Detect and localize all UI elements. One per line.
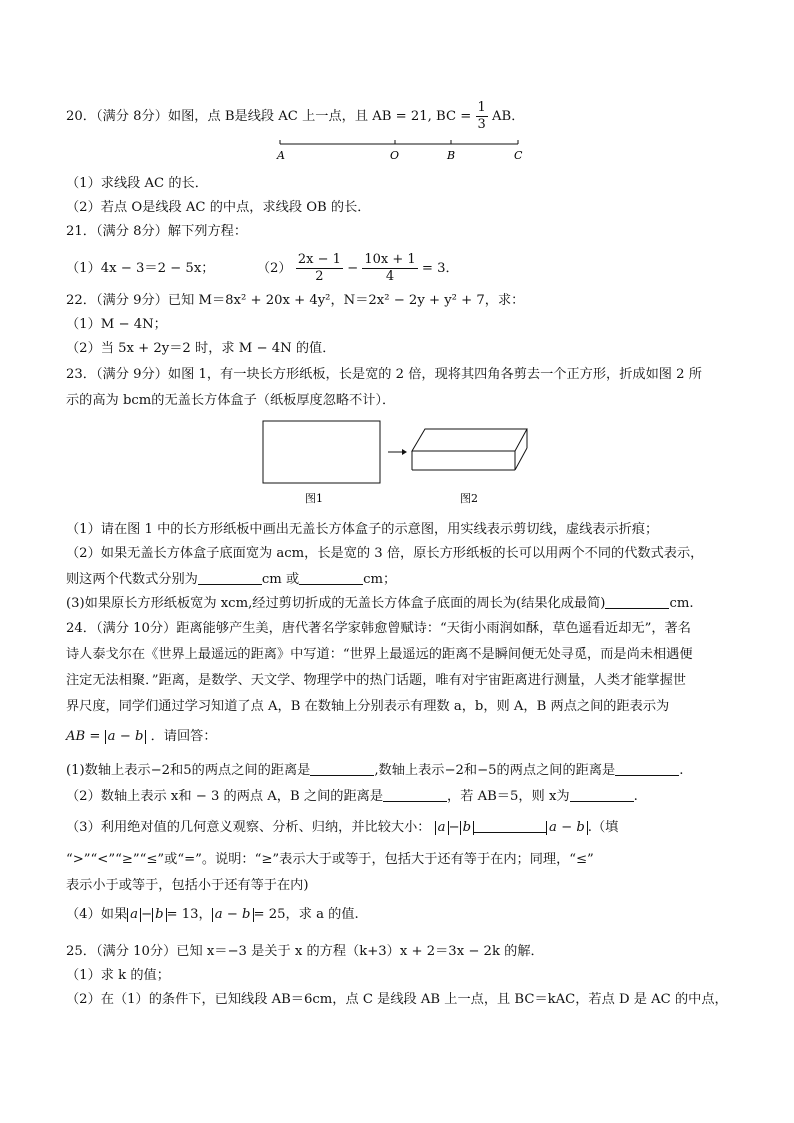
q23-part-2-line-2 — [66, 570, 396, 589]
q20-frac-den: 3 — [477, 117, 486, 132]
fig1-caption: 图1 — [305, 492, 323, 505]
q24-p3-text-2: .（填 — [587, 820, 619, 835]
q21-frac-1 — [296, 252, 343, 285]
q24-p3-abs-a-minus-b: a − b — [546, 821, 588, 835]
q25-head: 25．（满分 10分）已知 x＝−3 是关于 x 的方程（k+3）x + 2＝3x − 2k 的解． — [66, 944, 544, 959]
q24-p4-abs-a-minus-b: a − b — [212, 908, 254, 922]
q24-please-answer: ．请回答： — [150, 729, 217, 744]
q23-p3-text-1: (3)如果原长方形纸板宽为 xcm,经过剪切折成的无盖长方体盒子底面的周长为(结果化成最简) — [66, 596, 606, 611]
q24-p4-text-3: = 25，求 a 的值. — [253, 907, 359, 922]
q24-p4-text-1: （4）如果 — [66, 907, 128, 922]
q24-line-1: 24．（满分 10分）距离能够产生美，唐代著名学家韩愈曾赋诗：“天街小雨润如酥，草色遥看近却无”，著名 — [66, 621, 691, 636]
q21-part-1: （1）4x − 3＝2 − 5x； — [66, 261, 215, 276]
q20-part-2: （2）若点 O是线段 AC 的中点，求线段 OB 的长． — [66, 200, 371, 215]
q23-blank-2[interactable] — [299, 570, 363, 585]
fig2-caption: 图2 — [460, 492, 478, 505]
q23-blank-3[interactable] — [605, 594, 669, 609]
q24-blank-5[interactable] — [474, 818, 546, 833]
q24-p4-abs-b: b — [152, 908, 166, 922]
q24-p3-abs-a: a — [435, 821, 449, 835]
q23-p2-text-3: cm； — [363, 572, 397, 587]
q24-blank-1[interactable] — [310, 761, 374, 776]
q23-head-line-2: 示的高为 bcm的无盖长方体盒子（纸板厚度忽略不计）． — [66, 393, 396, 408]
q23-p2-text-1: 则这两个代数式分别为 — [66, 572, 198, 587]
fig-label-c: C — [514, 149, 523, 162]
q21-equations — [66, 252, 459, 285]
q20-tail: AB． — [491, 109, 525, 124]
q22-part-2: （2）当 5x + 2y＝2 时，求 M − 4N 的值． — [66, 341, 336, 356]
q24-part-2 — [66, 787, 638, 806]
q23-p2-text-2: cm 或 — [261, 572, 300, 587]
q24-p3-minus: − — [448, 820, 460, 835]
fig1-rectangle — [263, 421, 380, 483]
q24-p2-text-1: （2）数轴上表示 x和 − 3 的两点 A，B 之间的距离是 — [66, 789, 384, 804]
q20-fraction — [476, 100, 488, 133]
q24-p4-minus: − — [141, 907, 153, 922]
q20-segment-figure — [270, 134, 530, 164]
q24-p2-text-3: . — [633, 789, 638, 804]
q21-head: 21．（满分 8分）解下列方程： — [66, 224, 248, 239]
q24-line-3: 注定无法相聚．”距离，是数学、天文学、物理学中的热门话题，唯有对宇宙距离进行测量，人类才能掌握世 — [66, 673, 686, 688]
q24-p3-line-3: 表示小于或等于，包括小于还有等于在内) — [66, 878, 309, 893]
q24-p4-text-2: = 13， — [166, 907, 212, 922]
q21-rhs: = 3． — [421, 261, 459, 276]
q23-p3-text-2: cm. — [669, 596, 694, 611]
q24-p3-line-2: “>”“<”“≥”“≤”或“=”。说明：“≥”表示大于或等于，包括大于还有等于在内；同理，“≤” — [66, 852, 594, 867]
q21-frac-2-num: 10x + 1 — [364, 252, 416, 267]
q24-blank-2[interactable] — [615, 761, 679, 776]
q24-part-3 — [66, 818, 618, 837]
q23-part-3 — [66, 594, 694, 613]
q20-head: 20．（满分 8分）如图，点 B是线段 AC 上一点，且 AB = 21, BC = — [66, 109, 472, 124]
fig-label-o: O — [390, 149, 400, 162]
q21-frac-1-den: 2 — [315, 269, 324, 284]
q23-head-line-1: 23．（满分 9分）如图 1，有一块长方形纸板，长是宽的 2 倍，现将其四角各剪去一个正方形，折成如图 2 所 — [66, 367, 702, 382]
q23-part-1: （1）请在图 1 中的长方形纸板中画出无盖长方体盒子的示意图，用实线表示剪切线，虚线表示折痕； — [66, 522, 659, 537]
q24-part-4 — [66, 906, 359, 924]
q24-p3-text-1: （3）利用绝对值的几何意义观察、分析、归纳，并比较大小： — [66, 820, 431, 835]
q24-p4-abs-a: a — [127, 908, 141, 922]
q24-p1-text-2: ,数轴上表示−2和−5的两点之间的距离是 — [374, 763, 616, 778]
q24-part-1 — [66, 761, 683, 780]
arrow-head-icon — [402, 449, 407, 455]
q23-part-2-line-1: （2）如果无盖长方体盒子底面宽为 acm，长是宽的 3 倍，原长方形纸板的长可以用两个不同的代数式表示， — [66, 546, 704, 561]
q24-blank-4[interactable] — [570, 787, 634, 802]
q20-part-1: （1）求线段 AC 的长． — [66, 176, 208, 191]
q23-blank-1[interactable] — [198, 570, 262, 585]
q24-p3-abs-b: b — [460, 821, 474, 835]
fig-label-b: B — [447, 149, 456, 162]
q25-part-2: （2）在（1）的条件下，已知线段 AB＝6cm，点 C 是线段 AB 上一点，且 BC＝kAC，若点 D 是 AC 的中点， — [66, 992, 728, 1007]
q24-ab-label: AB = — [66, 729, 101, 744]
q22-head: 22．（满分 9分）已知 M＝8x² + 20x + 4y²，N＝2x² − 2y + y² + 7，求： — [66, 293, 525, 308]
q25-part-1: （1）求 k 的值； — [66, 968, 170, 983]
q20-stem — [66, 100, 524, 133]
q24-blank-3[interactable] — [383, 787, 447, 802]
q21-frac-2-den: 4 — [385, 269, 395, 284]
fig2-box — [412, 429, 527, 470]
q24-p2-text-2: ，若 AB＝5，则 x为 — [447, 789, 570, 804]
q24-abs-a-minus-b: a − b — [105, 730, 147, 744]
q23-figures — [255, 415, 545, 510]
q24-line-2: 诗人泰戈尔在《世界上最遥远的距离》中写道：“世界上最遥远的距离不是瞬间便无处寻觅，而是尚未相遇便 — [66, 647, 693, 662]
q21-part-2-label: （2） — [256, 261, 292, 276]
q21-minus: − — [347, 261, 359, 276]
q22-part-1: （1）M − 4N； — [66, 317, 167, 332]
q21-frac-1-num: 2x − 1 — [297, 252, 341, 267]
q20-frac-num: 1 — [477, 100, 486, 115]
q24-line-4: 界尺度，同学们通过学习知道了点 A，B 在数轴上分别表示有理数 a，b，则 A，B 两点之间的距表示为 — [66, 699, 670, 714]
q21-frac-2 — [362, 252, 417, 285]
q24-p1-text-3: . — [679, 763, 684, 778]
q24-line-5 — [66, 728, 217, 746]
q24-p1-text-1: (1)数轴上表示−2和5的两点之间的距离是 — [66, 763, 311, 778]
fig-label-a: A — [277, 149, 285, 162]
